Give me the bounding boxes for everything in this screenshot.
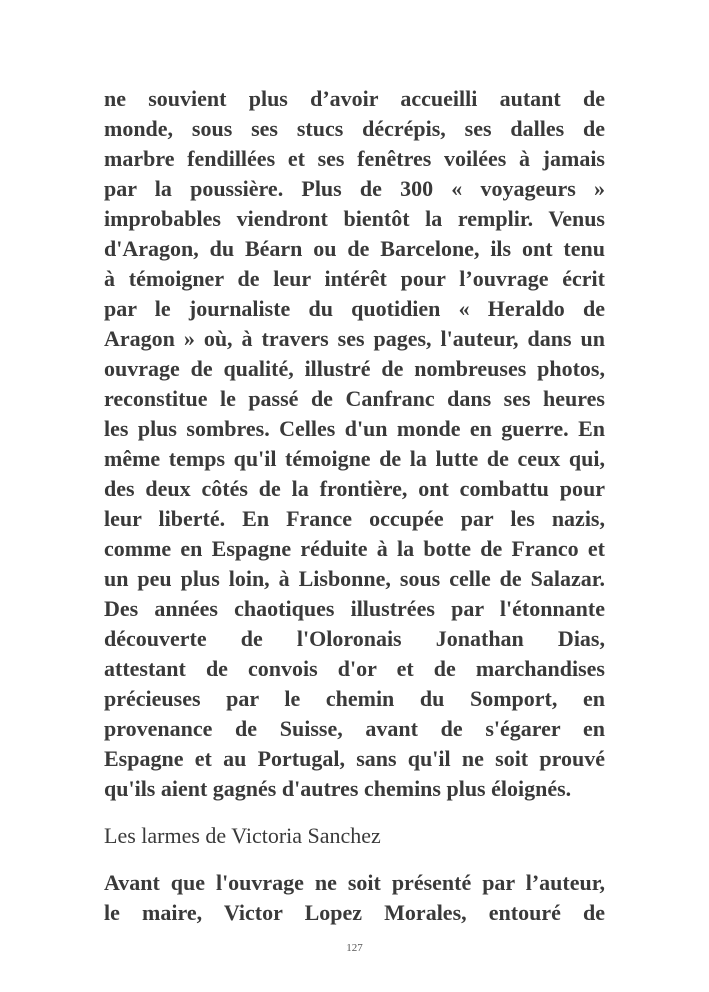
body-paragraph-continued [104,868,605,928]
text-line: monde, sous ses stucs décrépis, ses dalles de [104,116,605,141]
text-line: Avant que l'ouvrage ne soit présenté par l’auteur, [104,870,605,895]
text-line: par le journaliste du quotidien « Heraldo de [104,296,605,321]
text-line: précieuses par le chemin du Somport, en [104,686,605,711]
text-line: reconstitue le passé de Canfranc dans ses heures [104,386,605,411]
text-line: marbre fendillées et ses fenêtres voilées à jamais [104,146,605,171]
text-line: Aragon » où, à travers ses pages, l'auteur, dans un [104,326,605,351]
text-line: des deux côtés de la frontière, ont combattu pour [104,476,605,501]
text-line: provenance de Suisse, avant de s'égarer en [104,716,605,741]
text-line: même temps qu'il témoigne de la lutte de ceux qui, [104,446,605,471]
text-line: qu'ils aient gagnés d'autres chemins plus éloignés. [104,776,572,801]
text-line: d'Aragon, du Béarn ou de Barcelone, ils ont tenu [104,236,605,261]
body-paragraph [104,84,605,804]
document-page [104,84,605,928]
text-line: découverte de l'Oloronais Jonathan Dias, [104,626,605,651]
page-number: 127 [346,942,363,954]
text-line: attestant de convois d'or et de marchandises [104,656,605,681]
text-line: ouvrage de qualité, illustré de nombreuses photos, [104,356,605,381]
text-line: leur liberté. En France occupée par les nazis, [104,506,605,531]
text-line: Des années chaotiques illustrées par l'étonnante [104,596,605,621]
text-line: Espagne et au Portugal, sans qu'il ne soit prouvé [104,746,605,771]
text-line: ne souvient plus d’avoir accueilli autant de [104,86,605,111]
text-line: les plus sombres. Celles d'un monde en guerre. En [104,416,605,441]
section-heading: Les larmes de Victoria Sanchez [104,823,381,848]
text-line: comme en Espagne réduite à la botte de Franco et [104,536,605,561]
text-line: le maire, Victor Lopez Morales, entouré de [104,900,605,925]
text-line: par la poussière. Plus de 300 « voyageurs » [104,176,605,201]
text-line: un peu plus loin, à Lisbonne, sous celle de Salazar. [104,566,605,591]
text-line: à témoigner de leur intérêt pour l’ouvrage écrit [104,266,605,291]
text-line: improbables viendront bientôt la remplir. Venus [104,206,605,231]
